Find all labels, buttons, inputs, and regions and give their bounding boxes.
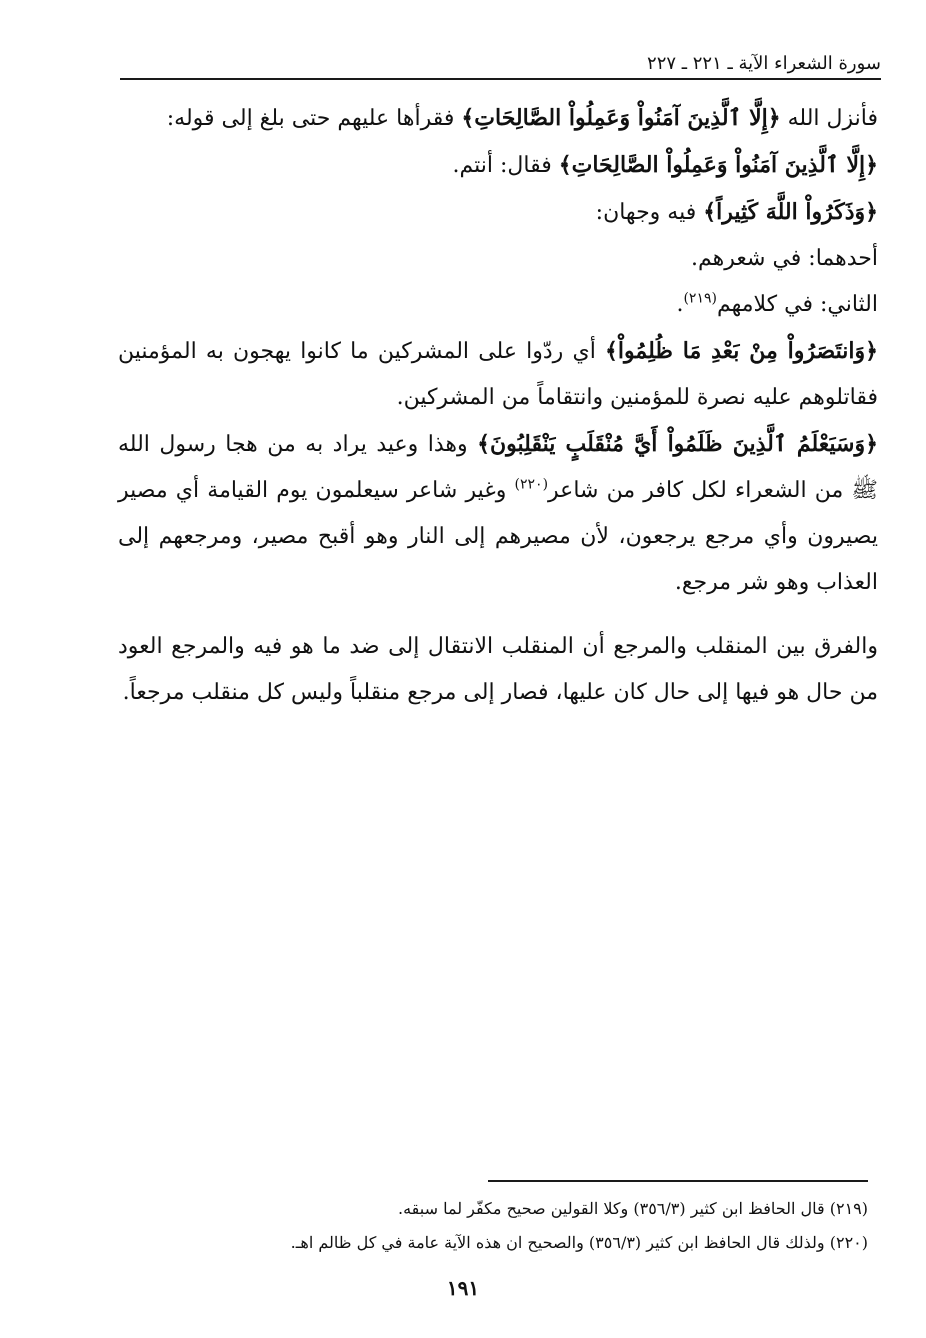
paragraph-7: [118, 421, 878, 606]
page-number: ١٩١: [446, 1276, 480, 1300]
paragraph-4: أحدهما: في شعرهم.: [691, 246, 878, 271]
footnotes: [208, 1192, 868, 1260]
footnote-ref-219[interactable]: (٢١٩): [683, 290, 717, 307]
paragraph-7-after-1: وهذا وعيد يراد به من هجا رسول الله ﷺ من الشعراء لكل كافر من شاعر: [118, 432, 879, 503]
main-text: [118, 95, 878, 716]
verse-quote: ﴿إِلَّا ٱلَّذِينَ آمَنُواْ وَعَمِلُواْ الصَّالِحَاتِ﴾: [461, 105, 781, 131]
verse-quote: ﴿وَذَكَرُواْ اللَّهَ كَثِيراً﴾: [703, 199, 878, 225]
verse-quote: ﴿وَانتَصَرُواْ مِنْ بَعْدِ مَا ظُلِمُواْ﴾: [605, 338, 878, 364]
paragraph-7-after-2: وغير شاعر سيعلمون يوم القيامة أي مصير يصيرون وأي مرجع يرجعون، لأن مصيرهم إلى النار وهو أقبح مصير، ومرجعهم إلى العذاب وهو شر مرجع.: [118, 478, 878, 595]
paragraph-1-after: فقرأها عليهم حتى بلغ إلى قوله:: [166, 106, 462, 131]
paragraph-5: [118, 282, 878, 328]
paragraph-6-after: أي ردّوا على المشركين ما كانوا يهجون به المؤمنين فقاتلوهم عليه نصرة للمؤمنين وانتقاماً من المشركين.: [118, 339, 878, 410]
paragraph-1-before: فأنزل الله: [780, 106, 878, 131]
paragraph-5-end: .: [676, 292, 684, 317]
verse-quote: ﴿إِلَّا ٱلَّذِينَ آمَنُواْ وَعَمِلُواْ الصَّالِحَاتِ﴾: [558, 152, 878, 178]
footnote-rule: [488, 1180, 868, 1182]
paragraph-2-after: فقال: أنتم.: [452, 153, 559, 178]
footnote-219: (٢١٩) قال الحافظ ابن كثير (٣٥٦/٣) وكلا القولين صحيح مكفّر لما سبقه.: [397, 1199, 868, 1218]
paragraph-5-text: الثاني: في كلامهم: [716, 292, 878, 317]
paragraph-8: والفرق بين المنقلب والمرجع أن المنقلب الانتقال إلى ضد ما هو فيه والمرجع العود من حال هو فيها إلى حال كان عليها، فصار إلى مرجع منقلباً وليس كل منقلب مرجعاً.: [118, 634, 878, 705]
paragraph-6: [118, 328, 878, 421]
paragraph-3-after: فيه وجهان:: [595, 200, 704, 225]
footnote-220: (٢٢٠) ولذلك قال الحافظ ابن كثير (٣٥٦/٣) والصحيح ان هذه الآية عامة في كل ظالم اهـ.: [290, 1233, 868, 1252]
paragraph-3: [118, 189, 878, 236]
running-header: سورة الشعراء الآية ـ ٢٢١ ـ ٢٢٧: [647, 53, 881, 74]
paragraph-1: [118, 95, 878, 142]
footnote-ref-220[interactable]: (٢٢٠): [514, 476, 549, 493]
header-rule: [120, 78, 881, 80]
paragraph-2: [118, 142, 878, 189]
verse-quote: ﴿وَسَيَعْلَمُ ٱلَّذِينَ ظَلَمُواْ أَيَّ مُنْقَلَبٍ يَنْقَلِبُونَ﴾: [477, 431, 878, 457]
